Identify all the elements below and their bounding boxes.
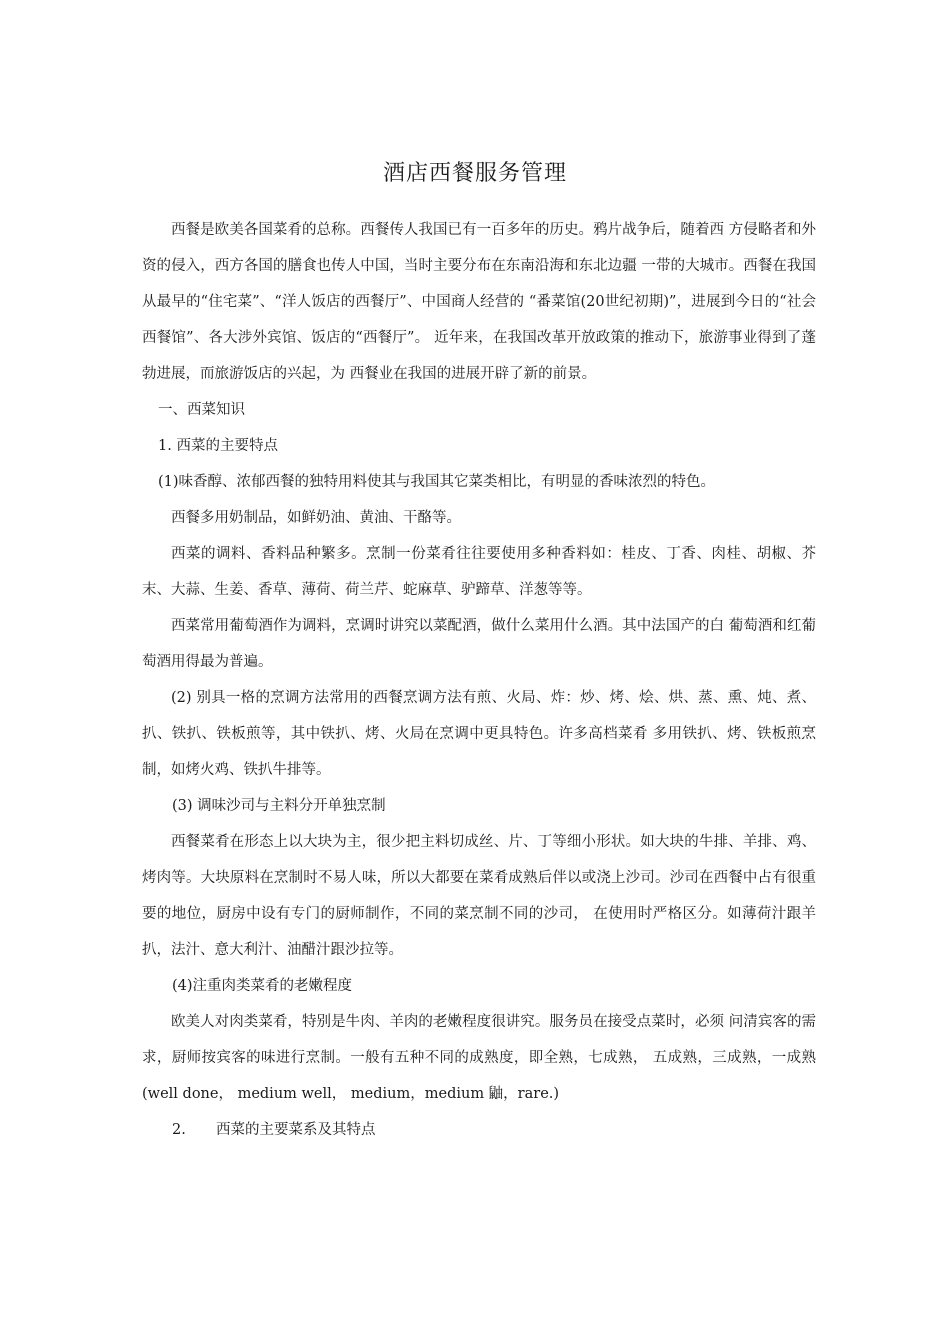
document-body [142, 212, 816, 1148]
intro-paragraph: 西餐是欧美各国菜肴的总称。西餐传人我国已有一百多年的历史。鸦片战争后，随着西 方侵略者和外资的侵入，西方各国的膳食也传人中国，当时主要分布在东南沿海和东北边疆 一带的大城市。西餐在我国从最早的“住宅菜”、“洋人饭店的西餐厅”、中国商人经营的 “番菜馆(20世纪初期)”，进展到今日的“社会西餐馆”、各大涉外宾馆、饭店的“西餐厅”。 近年来，在我国改革开放政策的推动下，旅游事业得到了蓬勃进展，而旅游饭店的兴起，为 西餐业在我国的进展开辟了新的前景。 [142, 222, 816, 382]
dairy-paragraph: 西餐多用奶制品，如鲜奶油、黄油、干酪等。 [171, 510, 461, 526]
subsection-heading-2 [142, 1112, 816, 1148]
subsection-number: 2. [172, 1122, 186, 1138]
feature-item-2: (2) 别具一格的烹调方法常用的西餐烹调方法有煎、火局、炸：炒、烤、烩、烘、蒸、熏、炖、煮、扒、铁扒、铁板煎等，其中铁扒、烤、火局在烹调中更具特色。许多高档菜肴 多用铁扒、烤、铁板煎烹制，如烤火鸡、铁扒牛排等。 [142, 690, 816, 778]
spice-paragraph: 西菜的调料、香料品种繁多。烹制一份菜肴往往要使用多种香料如：桂皮、丁香、肉桂、胡椒、芥末、大蒜、生姜、香草、薄荷、荷兰芹、蛇麻草、驴蹄草、洋葱等等。 [142, 546, 816, 598]
meat-paragraph: 欧美人对肉类菜肴，特别是牛肉、羊肉的老嫩程度很讲究。服务员在接受点菜时，必须 问清宾客的需求，厨师按宾客的味进行烹制。一般有五种不同的成熟度，即全熟，七成熟， 五成熟，三成熟，一成熟(well done， medium well， medium，medium 鼬，rare.) [142, 1014, 816, 1102]
feature-item-1: (1)味香醇、浓郁西餐的独特用料使其与我国其它菜类相比，有明显的香味浓烈的特色。 [158, 474, 716, 490]
feature-item-3: (3) 调味沙司与主料分开单独烹制 [172, 798, 386, 814]
document-title: 酒店西餐服务管理 [382, 161, 567, 186]
subsection-title: 西菜的主要菜系及其特点 [216, 1122, 376, 1138]
section-heading: 一、西菜知识 [158, 402, 245, 418]
feature-item-4: (4)注重肉类菜肴的老嫩程度 [172, 978, 353, 994]
wine-paragraph: 西菜常用葡萄酒作为调料，烹调时讲究以菜配酒，做什么菜用什么酒。其中法国产的白 葡萄酒和红葡萄酒用得最为普遍。 [142, 618, 816, 670]
sauce-paragraph: 西餐菜肴在形态上以大块为主，很少把主料切成丝、片、丁等细小形状。如大块的牛排、羊排、鸡、烤肉等。大块原料在烹制时不易人味，所以大都要在菜肴成熟后伴以或浇上沙司。沙司在西餐中占有很重要的地位，厨房中设有专门的厨师制作，不同的菜烹制不同的沙司， 在使用时严格区分。如薄荷汁跟羊扒，法汁、意大利汁、油醋汁跟沙拉等。 [142, 834, 816, 958]
subsection-heading-1: 1. 西菜的主要特点 [158, 438, 278, 454]
